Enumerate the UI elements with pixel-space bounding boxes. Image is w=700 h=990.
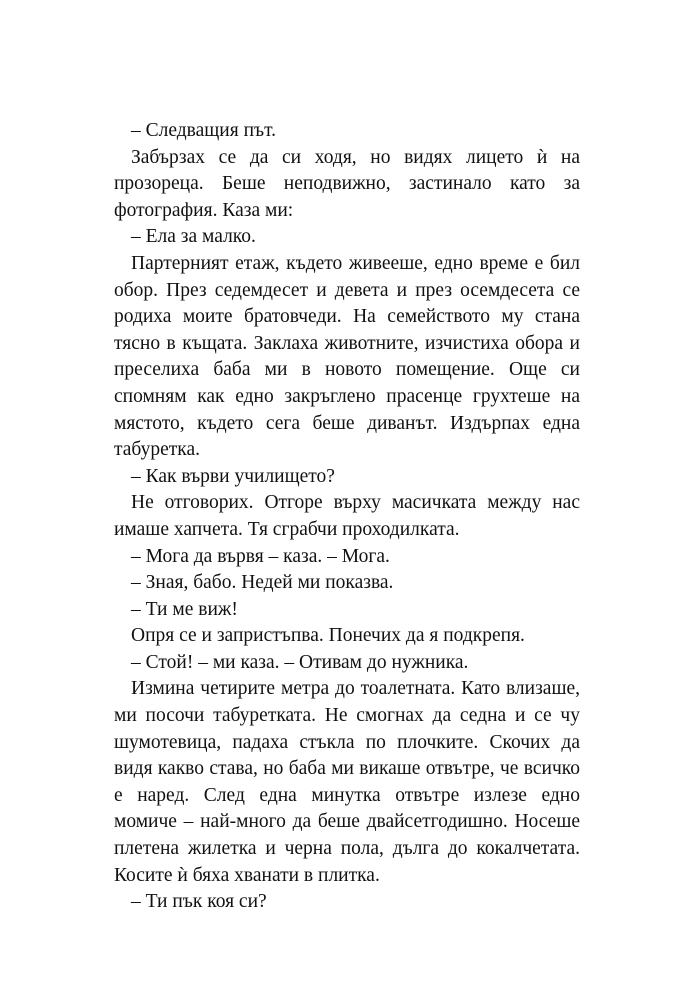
paragraph: – Ела за малко. — [131, 226, 256, 248]
paragraph: – Зная, бабо. Недей ми показва. — [131, 572, 394, 594]
paragraph: Партерният етаж, където живееше, едно време е бил обор. През седемдесет и девета и през осемдесета се родиха моите братовчеди. На семейството му стана тясно в къщата. Заклаха животните, изчистиха обора и преселиха баба ми в новото помещение. Още си спомням как едно закръглено прасенце грухтеше на мястото, където сега беше диванът. Издърпах една табуретка. — [114, 252, 580, 461]
paragraph: – Ти ме виж! — [131, 598, 238, 620]
paragraph: Измина четирите метра до тоалетната. Като влизаше, ми посочи табуретката. Не смогнах да седна и се чу шумотевица, падаха стъкла по плочките. Скочих да видя какво става, но баба ми викаше отвътре, че всичко е наред. След една минутка отвътре излезе едно момиче – най-много да беше двайсетгодишно. Носеше плетена жилетка и черна пола, дълга до кокалчетата. Косите ѝ бяха хванати в плитка. — [114, 678, 580, 886]
paragraph: – Мога да вървя – каза. – Мога. — [131, 545, 390, 567]
paragraph: Опря се и запристъпва. Понечих да я подкрепя. — [131, 625, 525, 647]
paragraph: – Ти пък коя си? — [131, 891, 267, 913]
page-text — [114, 118, 580, 916]
paragraph: – Как върви училището? — [131, 465, 335, 487]
paragraph: Не отговорих. Отгоре върху масичката между нас имаше хапчета. Тя сграбчи проходилката. — [114, 492, 580, 540]
paragraph: – Следващия път. — [131, 120, 277, 141]
paragraph: – Стой! – ми каза. – Отивам до нужника. — [131, 651, 469, 673]
paragraph: Забързах се да си ходя, но видях лицето ѝ на прозореца. Беше неподвижно, застинало като за фотография. Каза ми: — [114, 146, 580, 221]
